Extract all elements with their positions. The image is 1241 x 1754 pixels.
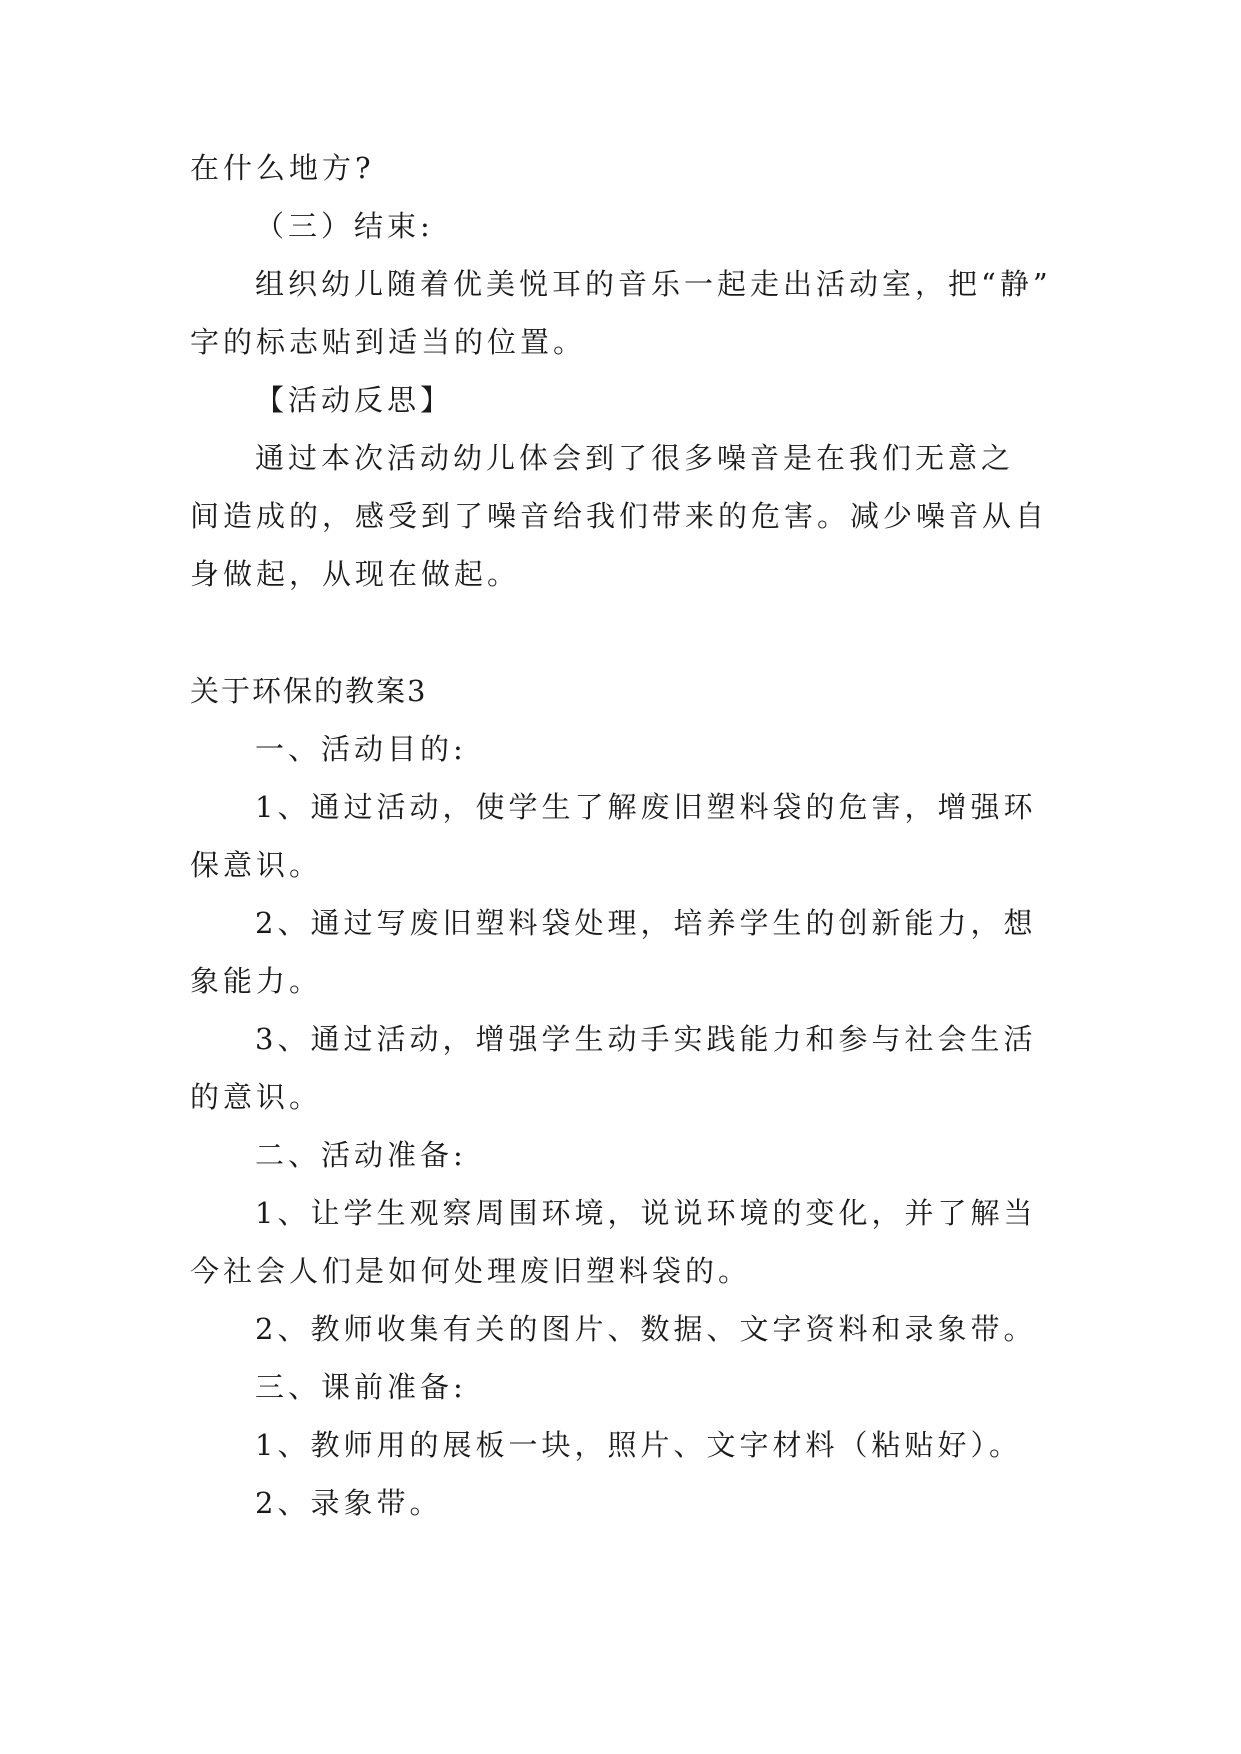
text-line: 在什么地方?: [190, 151, 375, 185]
section-heading: 【活动反思】: [255, 383, 454, 417]
section-heading: （三）结束:: [255, 209, 434, 243]
text-line: 字的标志贴到适当的位置。: [190, 325, 587, 359]
text-line: 2、录象带。: [255, 1486, 443, 1520]
text-line: 今社会人们是如何处理废旧塑料袋的。: [190, 1254, 752, 1288]
text-line: 2、通过写废旧塑料袋处理，培养学生的创新能力，想: [255, 906, 1037, 940]
text-line: 1、教师用的展板一块，照片、文字材料（粘贴好）。: [255, 1428, 1022, 1462]
text-line: 2、教师收集有关的图片、数据、文字资料和录象带。: [255, 1312, 1037, 1346]
text-line: 象能力。: [190, 964, 323, 998]
text-line: 3、通过活动，增强学生动手实践能力和参与社会生活: [255, 1022, 1037, 1056]
document-title: 关于环保的教案3: [190, 674, 428, 708]
text-line: 组织幼儿随着优美悦耳的音乐一起走出活动室，把“静”: [255, 267, 1052, 301]
section-heading: 二、活动准备:: [255, 1138, 467, 1172]
section-heading: 三、课前准备:: [255, 1370, 467, 1404]
text-line: 1、通过活动，使学生了解废旧塑料袋的危害，增强环: [255, 790, 1037, 824]
text-line: 1、让学生观察周围环境，说说环境的变化，并了解当: [255, 1196, 1037, 1230]
text-line: 间造成的，感受到了噪音给我们带来的危害。减少噪音从自: [190, 499, 1049, 533]
text-line: 保意识。: [190, 848, 323, 882]
text-line: 身做起，从现在做起。: [190, 557, 521, 591]
text-line: 的意识。: [190, 1080, 323, 1114]
section-heading: 一、活动目的:: [255, 732, 467, 766]
text-line: 通过本次活动幼儿体会到了很多噪音是在我们无意之: [255, 441, 1015, 475]
